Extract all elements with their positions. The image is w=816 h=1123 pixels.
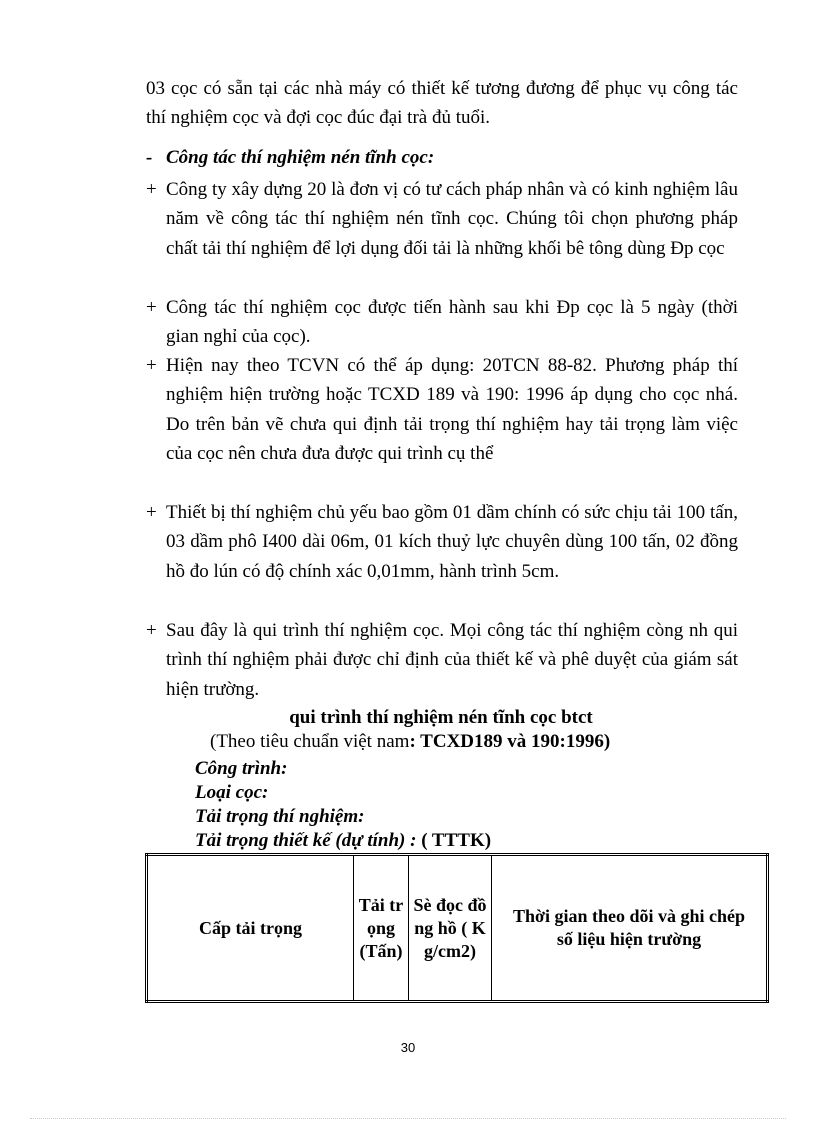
list-item [146, 175, 738, 263]
header-load-level: Cấp tải trọng [147, 855, 354, 1002]
list-item-text: Công tác thí nghiệm cọc được tiến hành sau khi Đp cọc là 5 ngày (thời gian nghỉ của cọc). [166, 297, 738, 348]
load-table [145, 853, 769, 1003]
header-monitoring-time: Thời gian theo dõi và ghi chép số liệu hiện trường [492, 855, 768, 1002]
bullet-plus: + [146, 502, 157, 523]
header-load-tons: Tải trọng (Tấn) [354, 855, 409, 1002]
section-heading [146, 143, 434, 172]
field-design-load [195, 829, 491, 852]
list-item [146, 293, 738, 352]
bullet-plus: + [146, 179, 157, 200]
section-heading-text: Công tác thí nghiệm nén tĩnh cọc: [166, 147, 435, 168]
field-test-load: Tải trọng thí nghiệm: [195, 806, 365, 827]
design-load-label: Tải trọng thiết kế (dự tính) : [195, 830, 417, 851]
procedure-title: qui trình thí nghiệm nén tĩnh cọc btct [289, 707, 593, 728]
design-load-abbr: ( TTTK) [416, 830, 492, 851]
field-pile-type: Loại cọc: [195, 782, 269, 803]
subtitle-standard: : TCXD189 và 190:1996) [409, 731, 611, 752]
list-item-text: Hiện nay theo TCVN có thể áp dụng: 20TCN 88-82. Phương pháp thí nghiệm hiện trường hoặc TCXD 189 và 190: 1996 áp dụng cho cọc nhá. Do trên bản vẽ chưa qui định tải trọng thí nghiệm hay tải trọng làm việc của cọc nên chưa đưa được qui trình cụ thể [166, 355, 738, 464]
page-bottom-divider [30, 1118, 786, 1119]
list-item [146, 616, 738, 704]
list-item-text: Sau đây là qui trình thí nghiệm cọc. Mọi công tác thí nghiệm còng nh qui trình thí nghiệm phải được chỉ định của thiết kế và phê duyệt của giám sát hiện trường. [166, 620, 738, 700]
list-item-text: Thiết bị thí nghiệm chủ yếu bao gồm 01 dầm chính có sức chịu tải 100 tấn, 03 dầm phô I400 dài 06m, 01 kích thuỷ lực chuyên dùng 100 tấn, 02 đồng hồ đo lún có độ chính xác 0,01mm, hành trình 5cm. [166, 502, 738, 582]
subtitle-plain: (Theo tiêu chuẩn việt nam [210, 731, 410, 752]
header-gauge-reading: Sè đọc đồng hồ ( Kg/cm2) [409, 855, 492, 1002]
procedure-subtitle [210, 730, 610, 754]
bullet-plus: + [146, 297, 157, 318]
bullet-plus: + [146, 620, 157, 641]
list-item [146, 498, 738, 586]
list-item-text: Công ty xây dựng 20 là đơn vị có tư cách pháp nhân và có kinh nghiệm lâu năm về công tác thí nghiệm nén tĩnh cọc. Chúng tôi chọn phương pháp chất tải thí nghiệm để lợi dụng đối tải là những khối bê tông dùng Đp cọc [166, 179, 738, 259]
bullet-plus: + [146, 355, 157, 376]
list-item [146, 351, 738, 468]
section-dash: - [146, 147, 153, 168]
table-header-row [147, 855, 768, 1002]
intro-paragraph: 03 cọc có sẵn tại các nhà máy có thiết kế tương đương để phục vụ công tác thí nghiệm cọc và đợi cọc đúc đại trà đủ tuổi. [146, 78, 738, 128]
page-number: 30 [400, 1040, 416, 1055]
field-project: Công trình: [195, 758, 288, 779]
